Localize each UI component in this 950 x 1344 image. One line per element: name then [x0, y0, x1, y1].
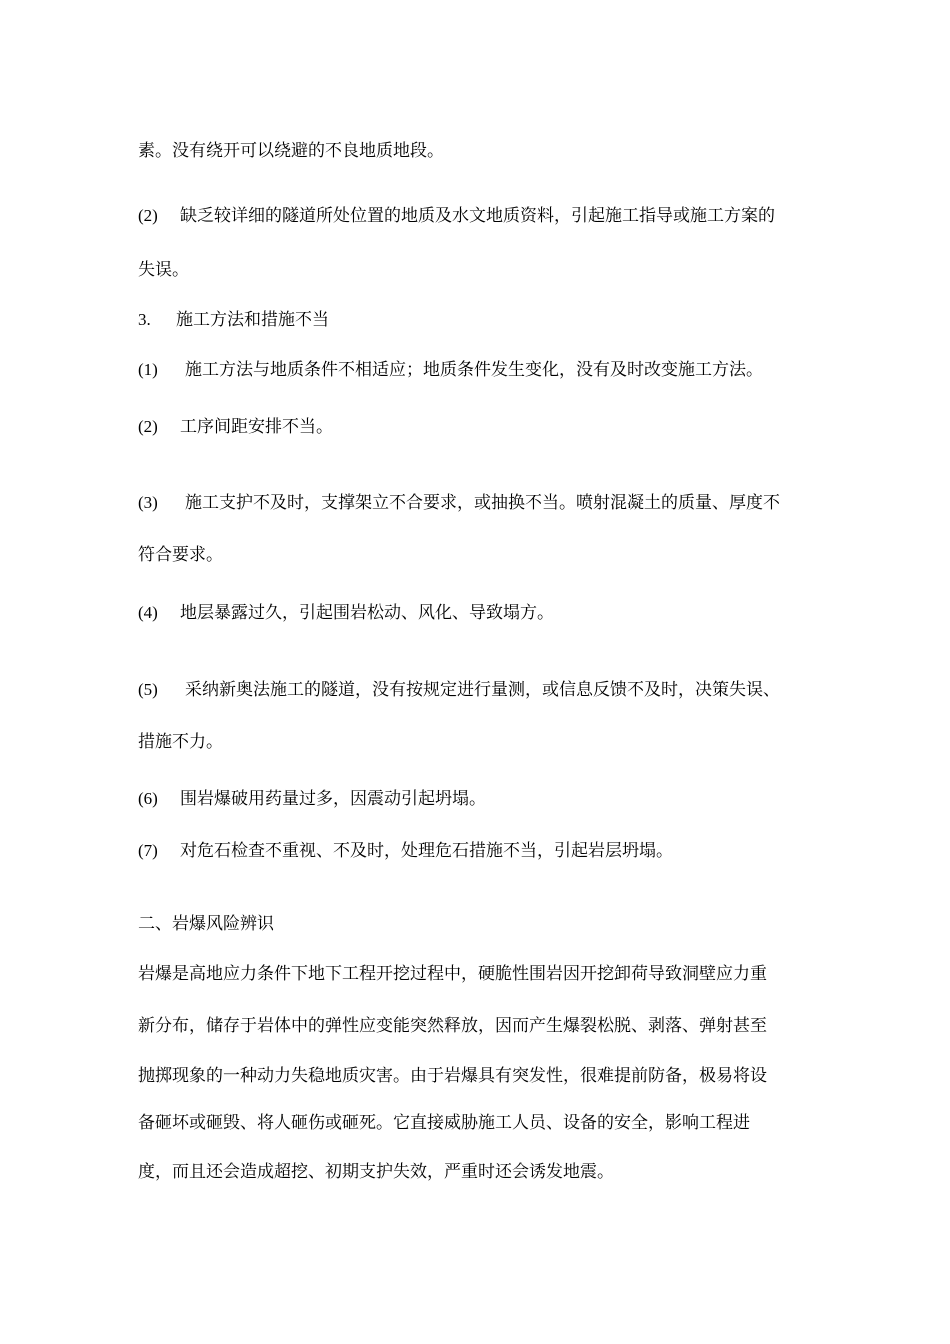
list-number: (3) — [138, 493, 158, 512]
paragraph-line — [138, 1161, 614, 1183]
list-number: (7) — [138, 841, 158, 860]
line-text: 新分布，储存于岩体中的弹性应变能突然释放，因而产生爆裂松脱、剥落、弹射甚至 — [138, 1016, 767, 1036]
list-item-text: 缺乏较详细的隧道所处位置的地质及水文地质资料，引起施工指导或施工方案的 — [180, 206, 775, 226]
paragraph-line — [138, 1112, 750, 1134]
section-title: 二、岩爆风险辨识 — [138, 914, 274, 934]
list-item-3 — [138, 492, 780, 514]
line-text: 失误。 — [138, 260, 189, 280]
paragraph-line — [138, 1065, 767, 1087]
section-number: 3. — [138, 310, 151, 329]
list-item-text: 采纳新奥法施工的隧道，没有按规定进行量测，或信息反馈不及时，决策失误、 — [185, 680, 780, 700]
list-number: (2) — [138, 206, 158, 225]
list-number: (6) — [138, 789, 158, 808]
line-text: 备砸坏或砸毁、将人砸伤或砸死。它直接威胁施工人员、设备的安全，影响工程进 — [138, 1113, 750, 1133]
list-number: (1) — [138, 360, 158, 379]
line-text: 符合要求。 — [138, 545, 223, 565]
list-item-2 — [138, 416, 333, 438]
list-item-4 — [138, 602, 554, 624]
list-item-1 — [138, 359, 763, 381]
paragraph-line — [138, 140, 444, 162]
line-text: 度，而且还会造成超挖、初期支护失效，严重时还会诱发地震。 — [138, 1162, 614, 1182]
list-item-text: 地层暴露过久，引起围岩松动、风化、导致塌方。 — [180, 603, 554, 623]
paragraph-line — [138, 731, 223, 753]
list-number: (4) — [138, 603, 158, 622]
paragraph-line — [138, 259, 189, 281]
section-title: 施工方法和措施不当 — [176, 310, 329, 330]
list-number: (5) — [138, 680, 158, 699]
list-item-5 — [138, 679, 780, 701]
section-heading — [138, 913, 274, 935]
list-number: (2) — [138, 417, 158, 436]
section-heading-3 — [138, 309, 329, 331]
line-text: 素。没有绕开可以绕避的不良地质地段。 — [138, 141, 444, 161]
list-item-text: 施工支护不及时，支撑架立不合要求，或抽换不当。喷射混凝土的质量、厚度不 — [185, 493, 780, 513]
paragraph-line — [138, 1015, 767, 1037]
list-item-text: 围岩爆破用药量过多，因震动引起坍塌。 — [180, 789, 486, 809]
paragraph-line — [138, 963, 767, 985]
list-item-7 — [138, 840, 673, 862]
line-text: 措施不力。 — [138, 732, 223, 752]
line-text: 岩爆是高地应力条件下地下工程开挖过程中，硬脆性围岩因开挖卸荷导致洞壁应力重 — [138, 964, 767, 984]
list-item-2 — [138, 205, 775, 227]
list-item-text: 施工方法与地质条件不相适应；地质条件发生变化，没有及时改变施工方法。 — [185, 360, 763, 380]
list-item-6 — [138, 788, 486, 810]
list-item-text: 对危石检查不重视、不及时，处理危石措施不当，引起岩层坍塌。 — [180, 841, 673, 861]
list-item-text: 工序间距安排不当。 — [180, 417, 333, 437]
line-text: 抛掷现象的一种动力失稳地质灾害。由于岩爆具有突发性，很难提前防备，极易将设 — [138, 1066, 767, 1086]
paragraph-line — [138, 544, 223, 566]
